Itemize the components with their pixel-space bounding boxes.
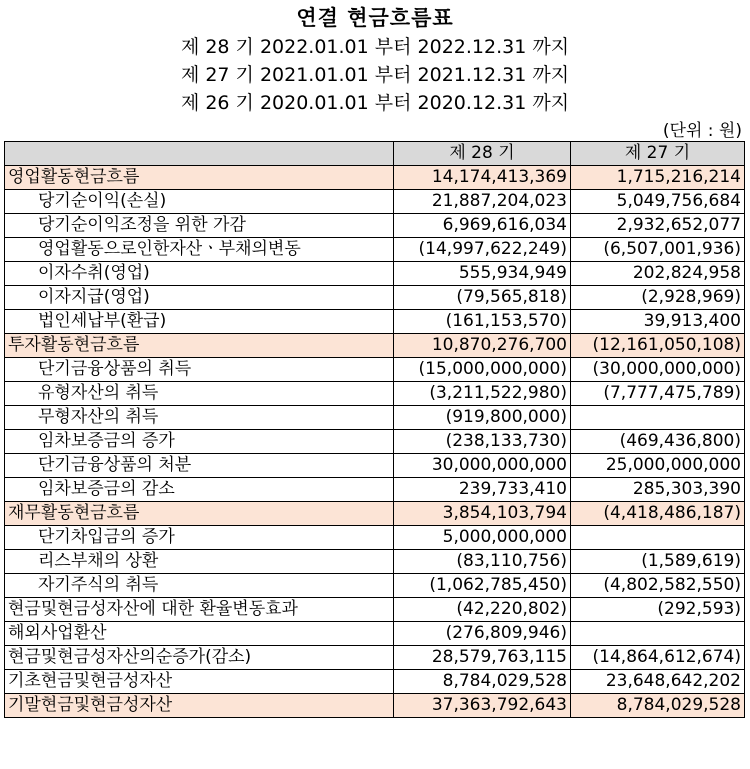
table-row [5,646,745,670]
table-row [5,502,745,526]
value-period-27: 1,715,216,214 [571,166,745,190]
header-period-27: 제 27 기 [571,142,745,166]
value-period-28: (919,800,000) [394,406,571,430]
table-row [5,454,745,478]
value-period-28: 3,854,103,794 [394,502,571,526]
value-period-28: 30,000,000,000 [394,454,571,478]
value-period-28: (14,997,622,249) [394,238,571,262]
row-label: 당기순이익조정을 위한 가감 [5,214,394,238]
statement-title: 연결 현금흐름표 [296,6,454,30]
value-period-27: 8,784,029,528 [571,694,745,718]
table-row [5,526,745,550]
value-period-28: 28,579,763,115 [394,646,571,670]
value-period-28: 37,363,792,643 [394,694,571,718]
row-label: 임차보증금의 감소 [5,478,394,502]
unit-label: (단위 : 원) [662,121,742,141]
row-label: 법인세납부(환급) [5,310,394,334]
value-period-28: 8,784,029,528 [394,670,571,694]
table-row [5,262,745,286]
value-period-28: (83,110,756) [394,550,571,574]
row-label: 기초현금및현금성자산 [5,670,394,694]
value-period-28: 555,934,949 [394,262,571,286]
row-label: 리스부채의 상환 [5,550,394,574]
value-period-27: (469,436,800) [571,430,745,454]
value-period-27: 285,303,390 [571,478,745,502]
row-label: 단기금융상품의 처분 [5,454,394,478]
row-label: 현금및현금성자산의순증가(감소) [5,646,394,670]
value-period-28: (42,220,802) [394,598,571,622]
value-period-28: (15,000,000,000) [394,358,571,382]
table-row [5,286,745,310]
value-period-27: 39,913,400 [571,310,745,334]
table-row [5,214,745,238]
period-line-27: 제 27 기 2021.01.01 부터 2021.12.31 까지 [180,64,570,86]
row-label: 당기순이익(손실) [5,190,394,214]
value-period-28: (238,133,730) [394,430,571,454]
table-body [5,166,745,718]
table-row [5,166,745,190]
header-period-28: 제 28 기 [394,142,571,166]
table-row [5,358,745,382]
row-label: 기말현금및현금성자산 [5,694,394,718]
row-label: 이자지급(영업) [5,286,394,310]
value-period-27: 202,824,958 [571,262,745,286]
value-period-27: (12,161,050,108) [571,334,745,358]
table-row [5,694,745,718]
value-period-27: (7,777,475,789) [571,382,745,406]
period-line-26: 제 26 기 2020.01.01 부터 2020.12.31 까지 [180,92,570,114]
row-label: 해외사업환산 [5,622,394,646]
row-label: 영업활동으로인한자산ㆍ부채의변동 [5,238,394,262]
value-period-27: 5,049,756,684 [571,190,745,214]
table-row [5,382,745,406]
table-header-row [5,142,745,166]
value-period-28: 5,000,000,000 [394,526,571,550]
value-period-27: 23,648,642,202 [571,670,745,694]
value-period-27: 2,932,652,077 [571,214,745,238]
header-blank-cell [5,142,394,166]
value-period-27: (4,802,582,550) [571,574,745,598]
row-label: 자기주식의 취득 [5,574,394,598]
value-period-28: 239,733,410 [394,478,571,502]
table-row [5,478,745,502]
row-label: 단기금융상품의 취득 [5,358,394,382]
table-row [5,574,745,598]
table-row [5,670,745,694]
row-label: 이자수취(영업) [5,262,394,286]
table-row [5,334,745,358]
table-row [5,598,745,622]
period-line-28: 제 28 기 2022.01.01 부터 2022.12.31 까지 [180,36,570,58]
row-label: 영업활동현금흐름 [5,166,394,190]
value-period-28: (1,062,785,450) [394,574,571,598]
value-period-27: (1,589,619) [571,550,745,574]
value-period-28: (161,153,570) [394,310,571,334]
value-period-28: 10,870,276,700 [394,334,571,358]
value-period-27: (2,928,969) [571,286,745,310]
row-label: 투자활동현금흐름 [5,334,394,358]
value-period-27: (292,593) [571,598,745,622]
row-label: 재무활동현금흐름 [5,502,394,526]
value-period-28: 14,174,413,369 [394,166,571,190]
value-period-27: (14,864,612,674) [571,646,745,670]
value-period-27: (4,418,486,187) [571,502,745,526]
table-row [5,310,745,334]
value-period-27 [571,526,745,550]
row-label: 임차보증금의 증가 [5,430,394,454]
table-row [5,550,745,574]
table-row [5,622,745,646]
row-label: 무형자산의 취득 [5,406,394,430]
value-period-28: (3,211,522,980) [394,382,571,406]
table-row [5,190,745,214]
value-period-28: 21,887,204,023 [394,190,571,214]
table-row [5,406,745,430]
table-row [5,238,745,262]
value-period-27: 25,000,000,000 [571,454,745,478]
row-label: 현금및현금성자산에 대한 환율변동효과 [5,598,394,622]
cash-flow-table [4,141,745,718]
value-period-28: 6,969,616,034 [394,214,571,238]
value-period-27 [571,406,745,430]
value-period-27 [571,622,745,646]
value-period-28: (276,809,946) [394,622,571,646]
row-label: 단기차입금의 증가 [5,526,394,550]
value-period-27: (6,507,001,936) [571,238,745,262]
value-period-28: (79,565,818) [394,286,571,310]
row-label: 유형자산의 취득 [5,382,394,406]
value-period-27: (30,000,000,000) [571,358,745,382]
table-row [5,430,745,454]
